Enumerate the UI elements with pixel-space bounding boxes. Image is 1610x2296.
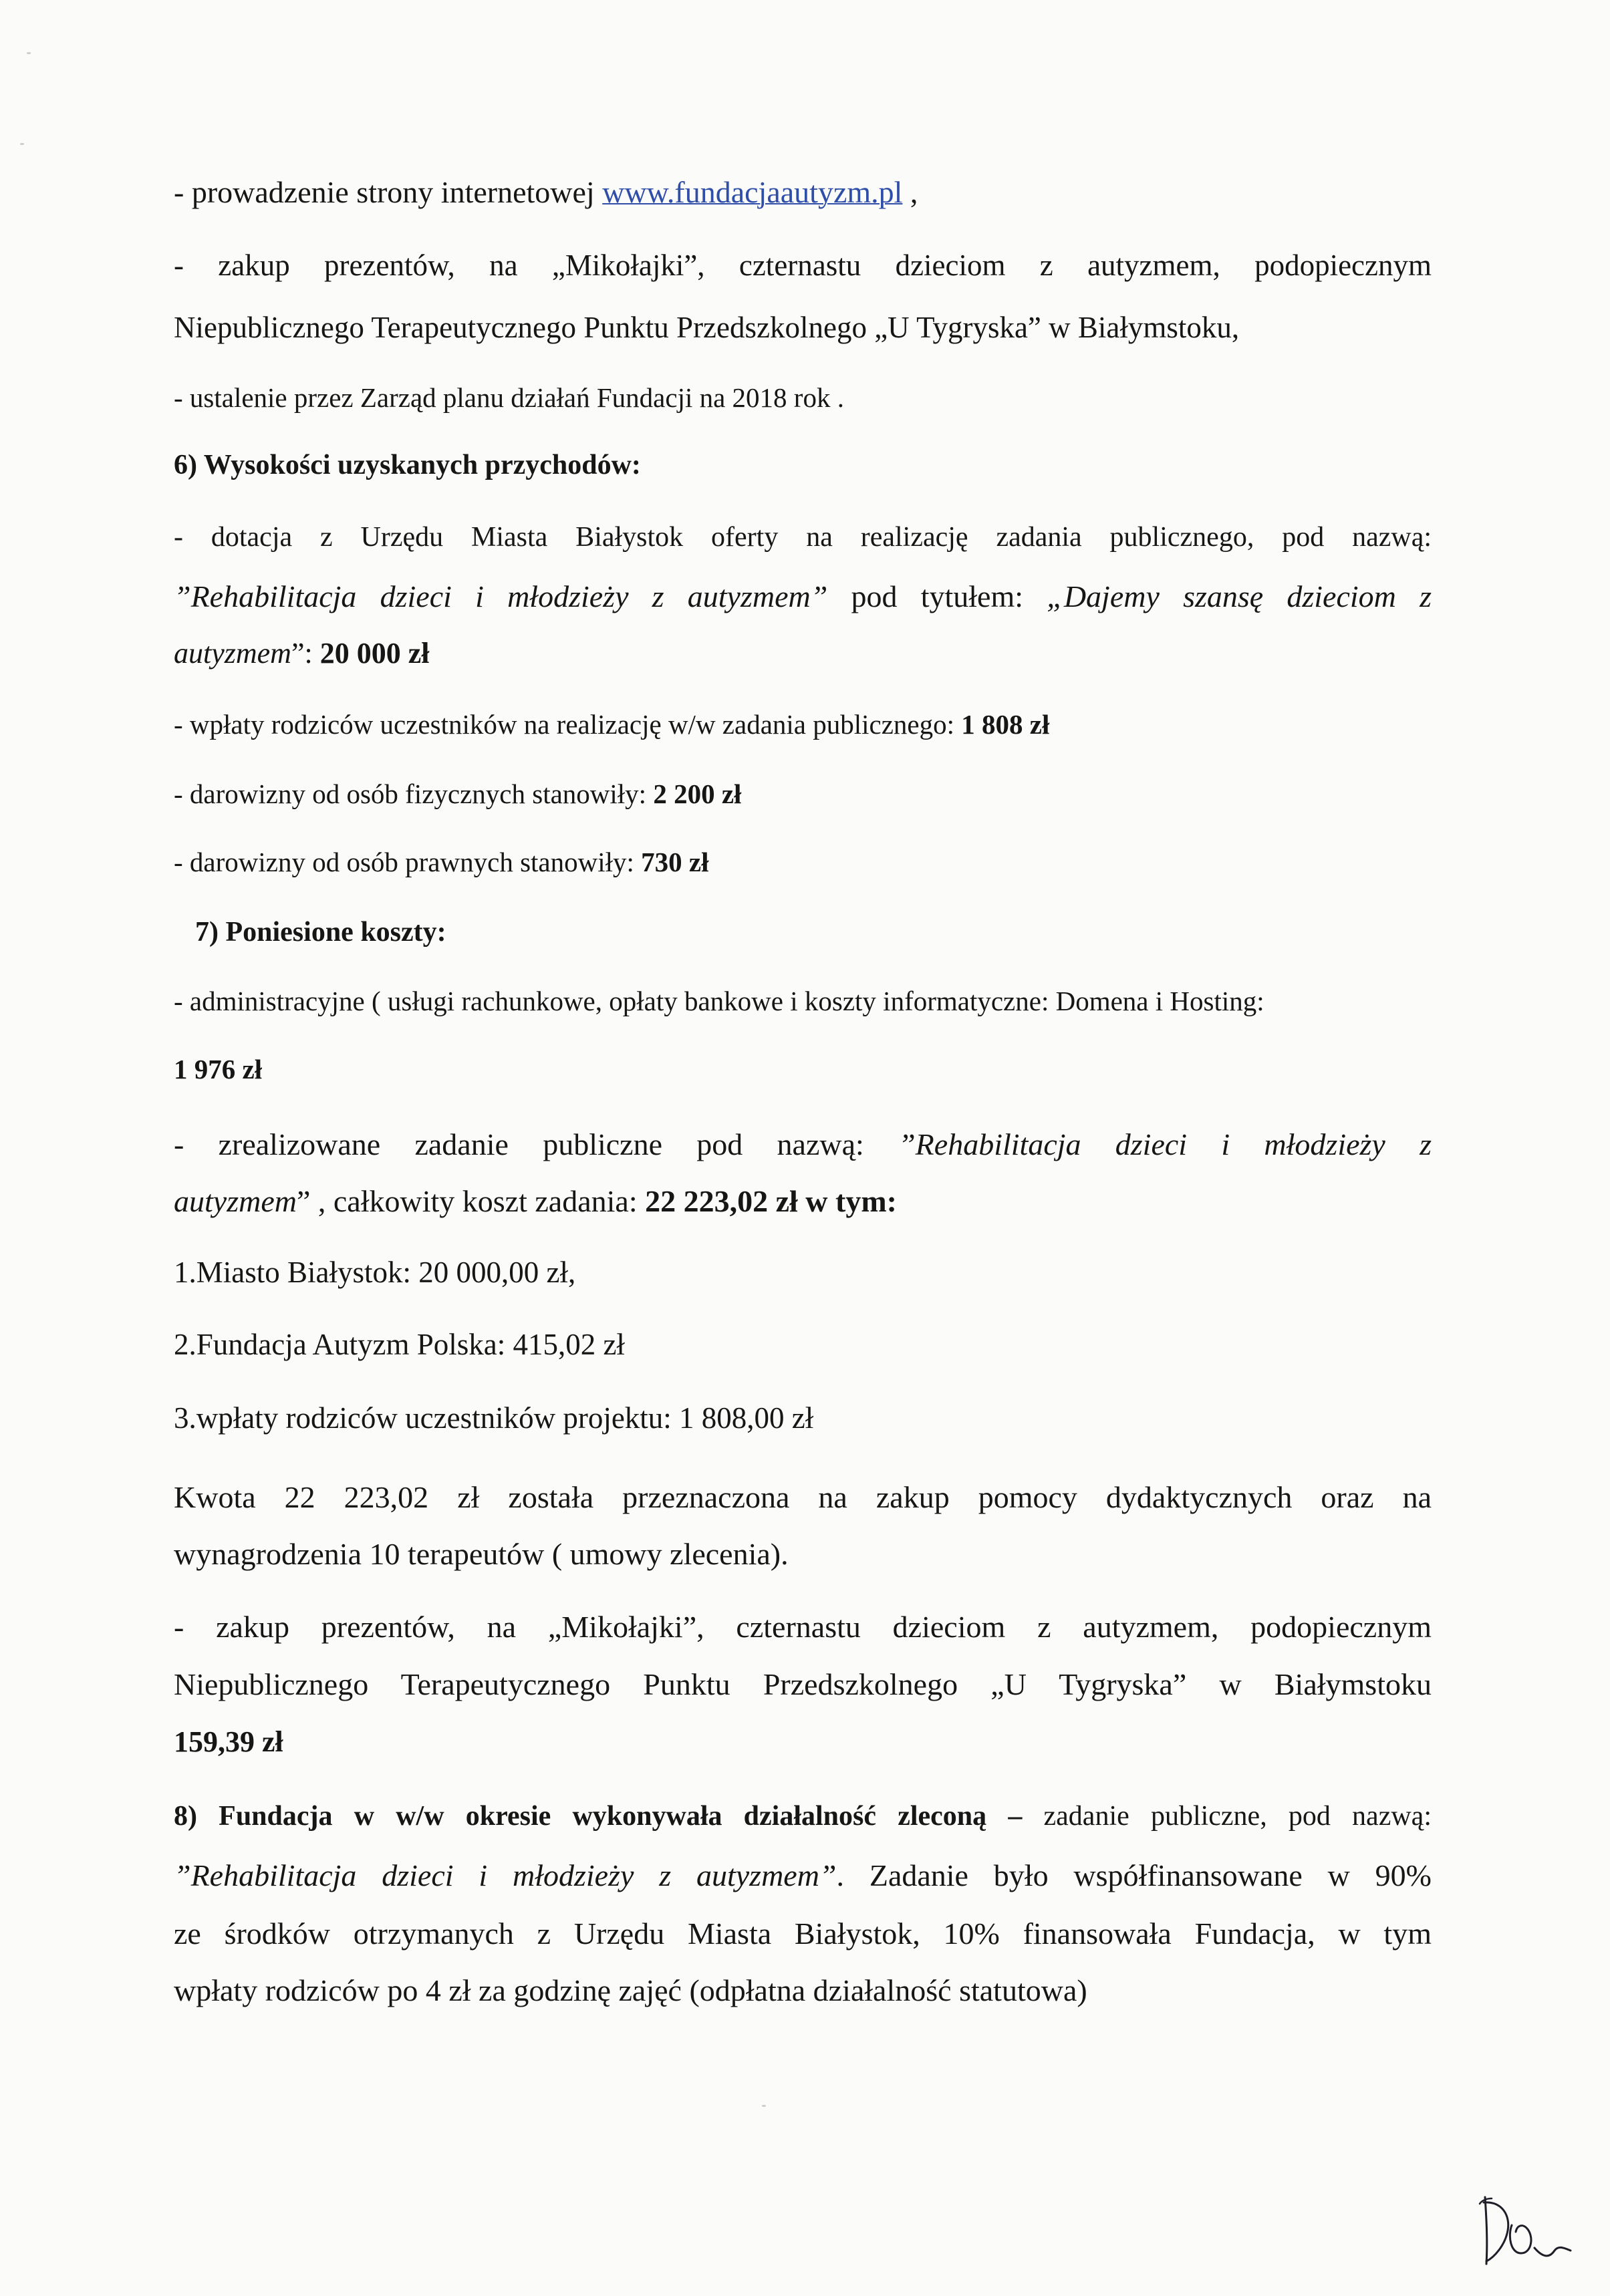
text-segment: 22 223,02 zł w tym:	[645, 1184, 897, 1218]
text-segment: 730 zł	[641, 847, 709, 877]
cost-public-task-line1	[174, 1129, 1432, 1160]
section-8-line3	[174, 1918, 1432, 1949]
text-segment: wynagrodzenia 10 terapeutów ( umowy zlecenia).	[174, 1537, 789, 1571]
text-segment: autyzmem	[174, 637, 291, 670]
text-segment: - darowizny od osób prawnych stanowiły:	[174, 847, 642, 877]
bullet-website	[174, 177, 918, 208]
text-segment: - administracyjne ( usługi rachunkowe, opłaty bankowe i koszty informatyczne: Domena i Hosting:	[174, 986, 1264, 1016]
section-6-heading	[174, 451, 641, 479]
text-segment: - prowadzenie strony internetowej	[174, 175, 603, 209]
income-donations-individuals	[174, 780, 741, 808]
section-7-heading	[195, 918, 446, 946]
cost-item-1	[174, 1258, 575, 1288]
text-segment: - darowizny od osób fizycznych stanowiły:	[174, 778, 654, 809]
text-segment: - zakup prezentów, na „Mikołajki”, czternastu dzieciom z autyzmem, podopiecznym	[174, 249, 1432, 282]
text-segment: ”:	[291, 637, 320, 670]
cost-gifts-line2	[174, 1669, 1432, 1700]
text-segment[interactable]: www.fundacjaautyzm.pl	[602, 175, 903, 209]
scan-speck	[762, 2105, 766, 2107]
text-segment: ” , całkowity koszt zadania:	[296, 1184, 646, 1218]
text-segment: 8) Fundacja w w/w okresie wykonywała działalność zleconą –	[174, 1801, 1023, 1832]
text-segment: 20 000 zł	[319, 637, 430, 670]
text-segment: 3.wpłaty rodziców uczestników projektu: 1 808,00 zł	[174, 1401, 814, 1435]
text-segment: 7) Poniesione koszty:	[195, 917, 446, 948]
text-segment: 6) Wysokości uzyskanych przychodów:	[174, 450, 641, 480]
scan-speck	[27, 52, 31, 54]
text-segment: - dotacja z Urzędu Miasta Białystok oferty na realizację zadania publicznego, pod nazwą:	[174, 522, 1432, 553]
text-segment: ze środków otrzymanych z Urzędu Miasta Białystok, 10% finansowała Fundacja, w tym	[174, 1916, 1432, 1951]
cost-gifts-line1	[174, 1612, 1432, 1642]
cost-item-3	[174, 1403, 813, 1433]
income-grant-amount	[174, 639, 430, 668]
bullet-gifts-line1	[174, 251, 1432, 281]
text-segment: - zakup prezentów, na „Mikołajki”, czternastu dzieciom z autyzmem, podopiecznym	[174, 1610, 1432, 1644]
text-segment: ”Rehabilitacja dzieci i młodzieży z	[898, 1127, 1432, 1161]
cost-public-task-line2	[174, 1186, 897, 1217]
text-segment: 2 200 zł	[653, 778, 742, 809]
text-segment: ”Rehabilitacja dzieci i młodzieży z autyzmem”	[174, 579, 828, 613]
cost-administrative-amount	[174, 1056, 262, 1083]
text-segment: - ustalenie przez Zarząd planu działań Fundacji na 2018 rok .	[174, 382, 844, 413]
text-segment: Kwota 22 223,02 zł została przeznaczona na zakup pomocy dydaktycznych oraz na	[174, 1480, 1432, 1514]
scan-speck	[20, 143, 24, 145]
section-8-line4	[174, 1975, 1087, 2006]
cost-item-2	[174, 1330, 625, 1360]
text-segment: pod tytułem:	[827, 579, 1047, 613]
text-segment: wpłaty rodziców po 4 zł za godzinę zajęć (odpłatna działalność statutowa)	[174, 1973, 1087, 2007]
amount-allocation-line1	[174, 1482, 1432, 1513]
section-8-line2	[174, 1860, 1432, 1891]
text-segment: 1 808 zł	[961, 709, 1050, 740]
text-segment: . Zadanie było współfinansowane w 90%	[836, 1858, 1432, 1892]
amount-allocation-line2	[174, 1539, 789, 1570]
cost-administrative	[174, 988, 1264, 1015]
text-segment: ”Rehabilitacja dzieci i młodzieży z autyzmem”	[174, 1858, 837, 1892]
text-segment: 2.Fundacja Autyzm Polska: 415,02 zł	[174, 1328, 625, 1361]
text-segment: - wpłaty rodziców uczestników na realizację w/w zadania publicznego:	[174, 709, 962, 740]
text-segment: Niepublicznego Terapeutycznego Punktu Przedszkolnego „U Tygryska” w Białymstoku,	[174, 311, 1240, 344]
text-segment: ,	[902, 175, 918, 209]
handwritten-signature	[1470, 2184, 1577, 2271]
cost-gifts-amount	[174, 1727, 283, 1757]
income-grant-line1	[174, 523, 1432, 551]
section-8-line1	[174, 1802, 1432, 1830]
income-parents	[174, 711, 1049, 738]
bullet-plan-2018	[174, 384, 844, 412]
text-segment: zadanie publiczne, pod nazwą:	[1022, 1801, 1432, 1832]
text-segment: autyzmem	[174, 1184, 297, 1218]
text-segment: - zrealizowane zadanie publiczne pod nazwą:	[174, 1127, 899, 1161]
text-segment: Niepublicznego Terapeutycznego Punktu Przedszkolnego „U Tygryska” w Białymstoku	[174, 1667, 1432, 1701]
income-donations-legal	[174, 849, 709, 876]
income-grant-line2	[174, 581, 1432, 612]
text-segment: 1.Miasto Białystok: 20 000,00 zł,	[174, 1256, 576, 1289]
text-segment: 159,39 zł	[174, 1725, 283, 1758]
text-segment: 1 976 zł	[174, 1054, 263, 1085]
bullet-gifts-line2	[174, 313, 1239, 343]
text-segment: „Dajemy szansę dzieciom z	[1047, 579, 1432, 613]
